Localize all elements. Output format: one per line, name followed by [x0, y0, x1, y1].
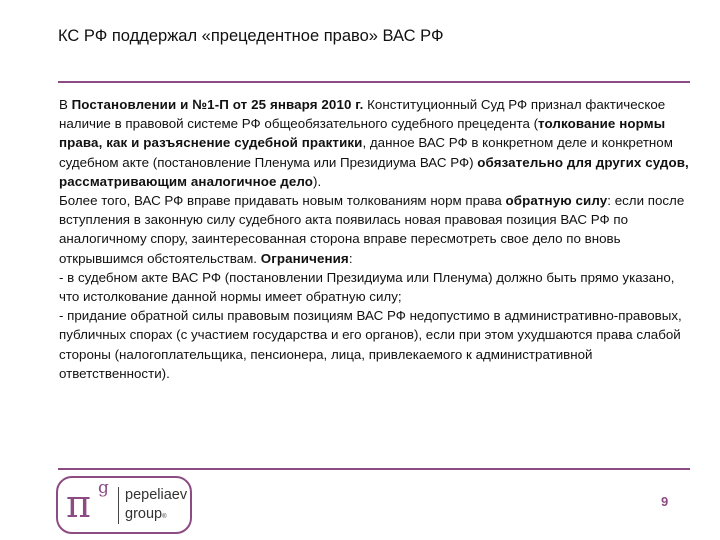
logo-pi-symbol: π: [66, 482, 91, 526]
paragraph-retroactive: [59, 191, 689, 268]
text-span: , данное ВАС РФ в конкретном деле и конкретном судебном акте (постановление Пленума или Президиума ВАС РФ): [59, 135, 673, 170]
logo-line-2: [125, 505, 187, 527]
text-span: : если после вступления в законную силу судебного акта появилась новая правовая позиция ВАС РФ по аналогичному спору, заинтересованная сторона вправе пересмотреть свое дело по вновь открывшимся обстоятельствам.: [59, 193, 685, 266]
bold-retroactive-force: обратную силу: [505, 193, 608, 209]
text-span: :: [348, 250, 353, 266]
bold-limitations: Ограничения: [260, 250, 349, 266]
text-span: В: [59, 97, 72, 112]
limitation-item-2: - придание обратной силы правовым позициям ВАС РФ недопустимо в административно-правовых, публичных спорах (с участием государства и его органов), если при этом ухудшаются права слабой стороны (налогоплательщика, пенсионера, лица, привлекаемого к административной ответственности).: [59, 308, 682, 381]
slide-body: [59, 95, 689, 383]
text-span: Конституционный Суд РФ признал фактическое наличие в правовой системе РФ общеобязательного судебного прецедента (: [59, 97, 666, 132]
title-divider: [58, 81, 690, 83]
slide-title: КС РФ поддержал «прецедентное право» ВАС РФ: [58, 27, 444, 45]
bold-binding-statement: обязательно для других судов, рассматривающим аналогичное дело: [59, 154, 689, 189]
pepeliaev-group-logo: [56, 476, 192, 534]
logo-line-1: pepeliaev: [125, 487, 188, 503]
logo-registered-mark: ®: [162, 514, 167, 520]
logo-superscript-g: g: [98, 478, 109, 498]
logo-wordmark: [125, 486, 187, 527]
bold-interpretation: толкование нормы права, как и разъяснение судебной практики: [59, 116, 666, 151]
bold-resolution-reference: Постановлении и №1-П от 25 января 2010 г.: [71, 97, 364, 112]
logo-line-2-text: group: [125, 506, 163, 522]
logo-divider: [118, 487, 119, 524]
page-number: 9: [661, 494, 669, 509]
text-span: Более того, ВАС РФ вправе придавать новым толкованиям норм права: [59, 193, 506, 209]
paragraph-precedent: [59, 95, 689, 191]
text-span: ).: [313, 173, 322, 189]
footer-divider: [58, 468, 690, 470]
limitation-item-1: - в судебном акте ВАС РФ (постановлении Президиума или Пленума) должно быть прямо указано, что истолкование данной нормы имеет обратную силу;: [59, 269, 675, 305]
